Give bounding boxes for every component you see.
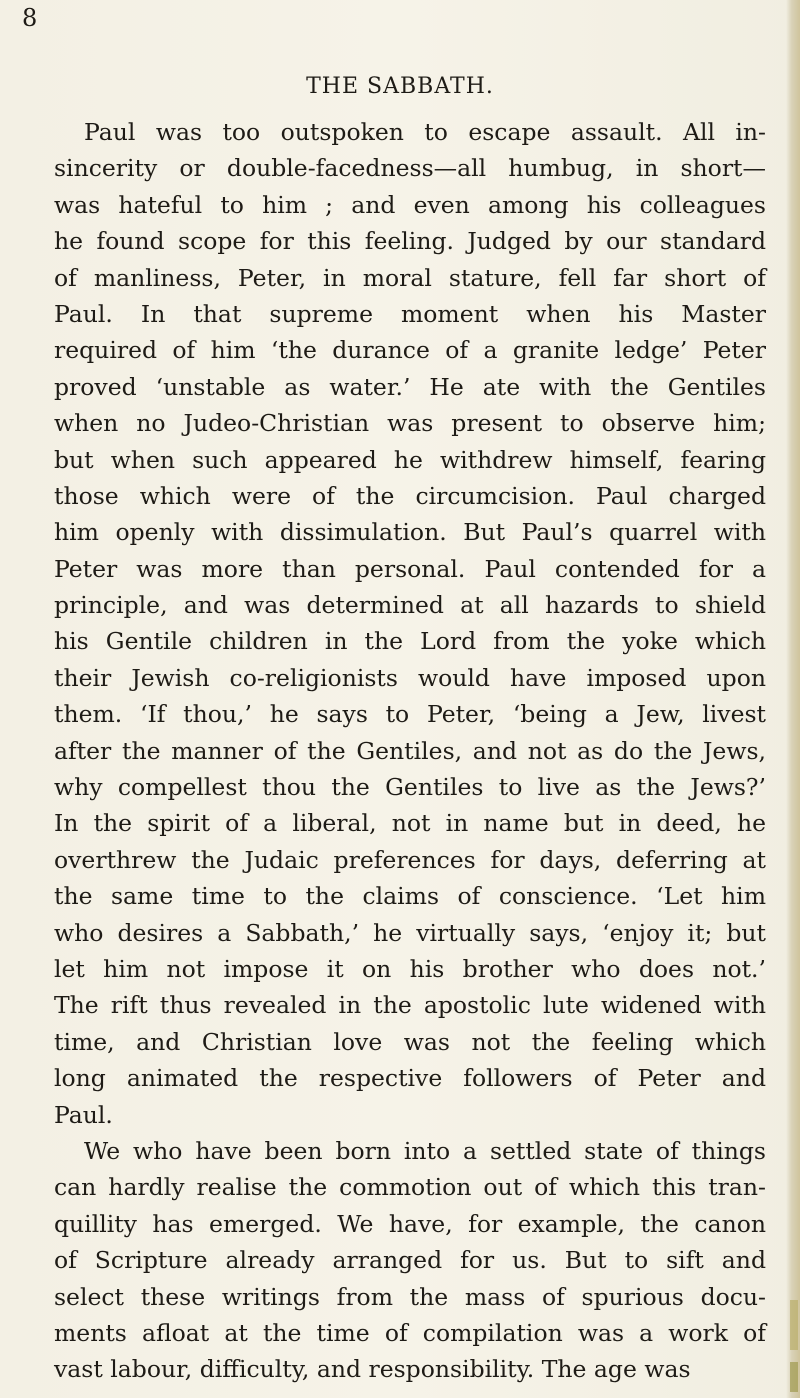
text-line: why compellest thou the Gentiles to live as the Jews?’ xyxy=(54,773,766,802)
page-edge xyxy=(786,0,800,1398)
text-line: Paul was too outspoken to escape assault. All in- xyxy=(84,118,766,146)
text-line: of manliness, Peter, in moral stature, fell far short of xyxy=(54,263,766,292)
text-line: We who have been born into a settled state of things xyxy=(84,1136,766,1165)
text-line: let him not impose it on his brother who does not.’ xyxy=(54,954,766,983)
text-line: those which were of the circumcision. Paul charged xyxy=(54,481,766,510)
text-line: his Gentile children in the Lord from the yoke which xyxy=(54,627,766,656)
text-line: In the spirit of a liberal, not in name but in deed, he xyxy=(54,809,766,838)
text-line: of Scripture already arranged for us. But to sift and xyxy=(54,1246,766,1275)
text-line: Peter was more than personal. Paul contended for a xyxy=(54,554,766,583)
text-line: The rift thus revealed in the apostolic lute widened with xyxy=(54,991,766,1020)
text-line: but when such appeared he withdrew himself, fearing xyxy=(54,445,766,474)
paragraph-1 xyxy=(54,114,766,1133)
page-edge-stain xyxy=(790,1362,798,1392)
text-line: can hardly realise the commotion out of which this tran- xyxy=(54,1173,766,1202)
text-line: sincerity or double-facedness—all humbug, in short— xyxy=(54,154,766,183)
text-line: their Jewish co-religionists would have imposed upon xyxy=(54,663,766,692)
body-text xyxy=(54,114,766,1388)
page-number: 8 xyxy=(22,4,38,32)
paragraph-2 xyxy=(54,1133,766,1388)
text-line: principle, and was determined at all hazards to shield xyxy=(54,591,766,620)
text-line: he found scope for this feeling. Judged by our standard xyxy=(54,227,766,256)
text-line: vast labour, difficulty, and responsibility. The age was xyxy=(54,1355,691,1384)
text-line: quillity has emerged. We have, for example, the canon xyxy=(54,1209,766,1238)
text-line: was hateful to him ; and even among his colleagues xyxy=(54,190,766,219)
text-line: Paul. In that supreme moment when his Master xyxy=(54,299,766,328)
text-line: required of him ‘the durance of a granite ledge’ Peter xyxy=(54,336,766,365)
text-line: Paul. xyxy=(54,1100,113,1129)
text-line: the same time to the claims of conscience. ‘Let him xyxy=(54,882,766,911)
text-line: ments afloat at the time of compilation was a work of xyxy=(54,1318,766,1347)
text-line: when no Judeo-Christian was present to observe him; xyxy=(54,409,766,438)
running-title: THE SABBATH. xyxy=(306,74,494,99)
text-line: long animated the respective followers of Peter and xyxy=(54,1064,766,1093)
text-line: him openly with dissimulation. But Paul’s quarrel with xyxy=(54,518,766,547)
text-line: time, and Christian love was not the feeling which xyxy=(54,1027,766,1056)
text-line: who desires a Sabbath,’ he virtually says, ‘enjoy it; but xyxy=(54,918,766,947)
text-line: select these writings from the mass of spurious docu- xyxy=(54,1282,766,1311)
text-line: proved ‘unstable as water.’ He ate with the Gentiles xyxy=(54,372,766,401)
text-line: them. ‘If thou,’ he says to Peter, ‘being a Jew, livest xyxy=(54,700,766,729)
page-edge-stain xyxy=(790,1300,798,1350)
text-line: overthrew the Judaic preferences for days, deferring at xyxy=(54,845,766,874)
text-line: after the manner of the Gentiles, and not as do the Jews, xyxy=(54,736,766,765)
